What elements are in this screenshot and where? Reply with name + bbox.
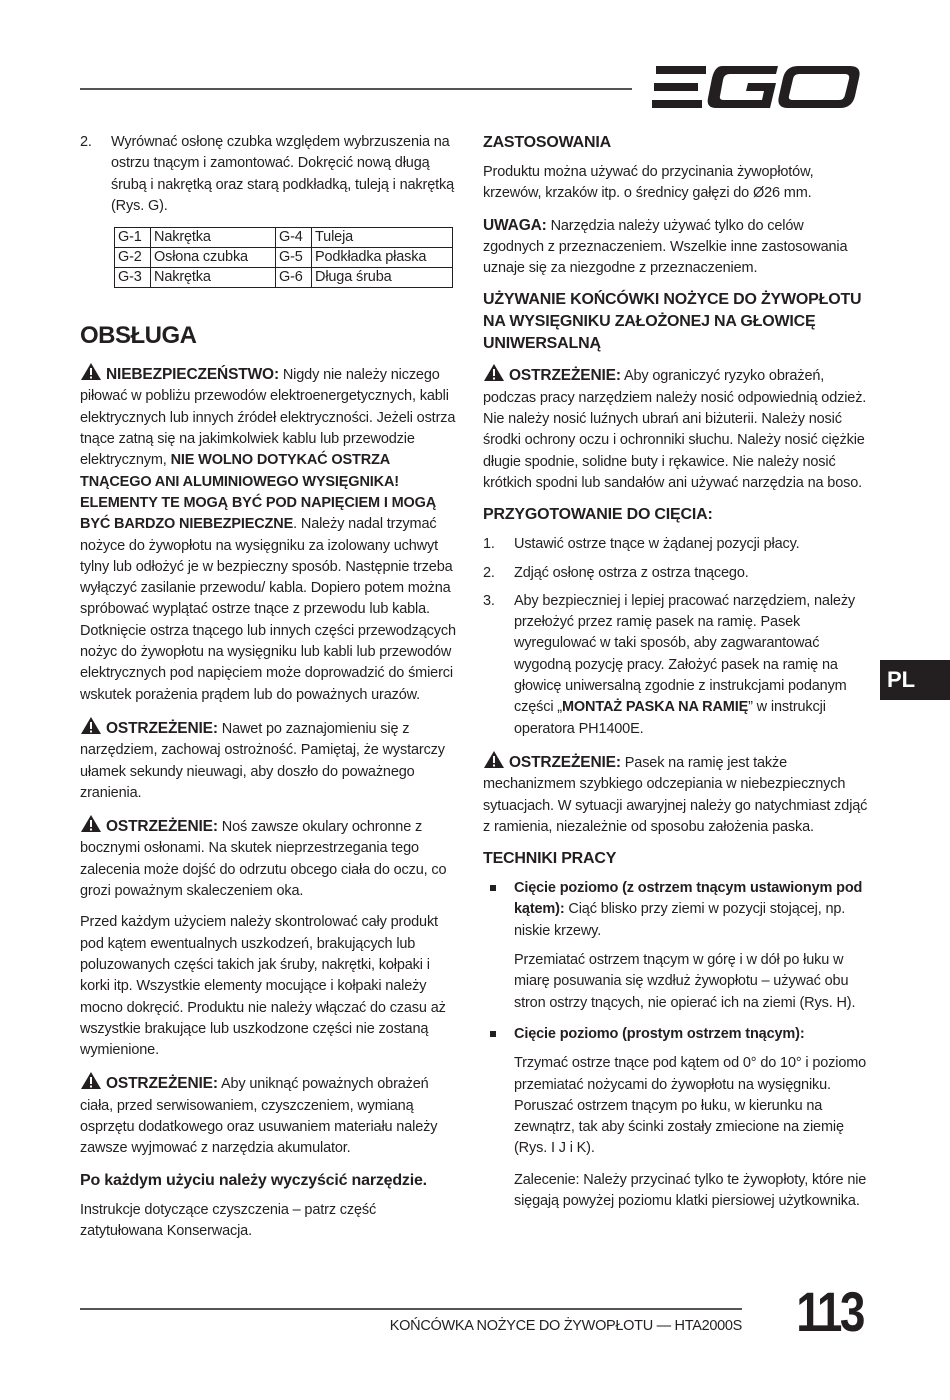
applications-paragraph: Produktu można używać do przycinania żywopłotów, krzewów, krzaków itp. o średnicy gałęzi do Ø26 mm. [483, 164, 814, 202]
warning-triangle-icon [80, 1071, 102, 1090]
technique-2-recommendation: Zalecenie: Należy przycinać tylko te żywopłoty, które nie sięgają powyżej poziomu klatki piersiowej użytkownika. [514, 1171, 867, 1209]
cleaning-heading: Po każdym użyciu należy wyczyścić narzędzie. [80, 1171, 427, 1189]
preparation-heading: PRZYGOTOWANIE DO CIĘCIA: [483, 506, 713, 524]
danger-paragraph: NIEBEZPIECZEŃSTWO: Nigdy nie należy niczego piłować w pobliżu przewodów elektroenergetycznych, kabli elektrycznych lub innych źródeł elektryczności. Jeżeli ostrza tnące zatną się na jakimkolwiek kablu lub przewodzie elektrycznym, NIE WOLNO DOTYKAĆ OSTRZA TNĄCEGO ANI ALUMINIOWEGO WYSIĘGNIKA! ELEMENTY TE MOGĄ BYĆ POD NAPIĘCIEM I MOGĄ BYĆ BARDZO NIEBEZPIECZNE. Należy nadal trzymać nożyce do żywopłotu na wysięgniku za izolowany uchwyt tylny lub odłożyć je w bezpieczny sposób. Następnie trzeba wyłączyć zasilanie przewodu/ kabla. Dopiero potem można spróbować wyplątać ostrze tnące z przewodu lub kabla. Dotknięcie ostrza tnącego lub innych części przewodzących nożyc do żywopłotu na wysięgniku lub kabli lub przewodów elektrycznych pod napięciem może doprowadzić do śmierci wskutek porażenia prądem lub do poważnych urazów. [80, 362, 458, 706]
install-steps [80, 132, 458, 217]
header-rule [80, 88, 632, 90]
warning-triangle-icon [483, 750, 505, 769]
table-row: G-3 Nakrętka G-6 Długa śruba [115, 268, 453, 288]
table-row: G-2 Osłona czubka G-5 Podkładka płaska [115, 248, 453, 268]
footer-title: KOŃCÓWKA NOŻYCE DO ŻYWOPŁOTU — HTA2000S [389, 1318, 742, 1334]
list-item: Cięcie poziomo (prostym ostrzem tnącym): [483, 1024, 868, 1045]
list-item: 2. Zdjąć osłonę ostrza z ostrza tnącego. [483, 564, 749, 581]
usage-heading: UŻYWANIE KOŃCÓWKI NOŻYCE DO ŻYWOPŁOTU NA WYSIĘGNIKU ZAŁOŻONEJ NA GŁOWICĘ UNIWERSALNĄ [483, 291, 862, 353]
preparation-steps [483, 534, 868, 740]
bullet-square-icon [490, 1031, 496, 1037]
note-paragraph: UWAGA: Narzędzia należy używać tylko do celów zgodnych z przeznaczeniem. Wszelkie inne zastosowania uznaje się za niezgodne z przeznaczeniem. [483, 216, 848, 277]
techniques-list [483, 878, 868, 942]
list-item: 3. Aby bezpieczniej i lepiej pracować narzędziem, należy przełożyć przez ramię pasek na ramię. Pasek wyregulować w taki sposób, aby zagwarantować wygodną pozycję pracy. Założyć pasek na ramię na głowicę uniwersalną zgodnie z instrukcjami podanym części „MONTAŻ PASKA NA RAMIĘ” w instrukcji operatora PH1400E. [483, 592, 856, 737]
warning-paragraph-4: OSTRZEŻENIE: Aby ograniczyć ryzyko obrażeń, podczas pracy narzędziem należy nosić odpowiednią odzież. Nie należy nosić luźnych ubrań ani biżuterii. Należy nosić środki ochrony oczu i ochronniki słuchu. Należy nosić ciężkie długie spodnie, solidne buty i rękawice. Nie należy nosić krótkich spodni lub sandałów ani używać narzędzia na boso. [483, 363, 868, 494]
page-number: 113 [796, 1280, 863, 1343]
warning-paragraph-2: OSTRZEŻENIE: Noś zawsze okulary ochronne z bocznymi osłonami. Na skutek nieprzestrzegania tego zalecenia może dojść do odrzutu obcego ciała do oczu, co grozi poważnym skaleczeniem oka. [80, 814, 458, 902]
warning-triangle-icon [80, 362, 102, 381]
technique-2-detail: Trzymać ostrze tnące pod kątem od 0° do 10° i poziomo przemiatać nożycami do żywopłotu na wysięgniku. Poruszać ostrzem tnącym po łuku, w kierunku na zewnątrz, tak aby ścinki zostały zmiecione na ziemię (Rys. I J i K). [514, 1055, 867, 1157]
footer-rule [80, 1308, 742, 1310]
applications-heading: ZASTOSOWANIA [483, 134, 611, 151]
inspection-paragraph: Przed każdym użyciem należy skontrolować cały produkt pod kątem ewentualnych uszkodzeń, brakujących lub poluzowanych części takich jak śruby, nakrętki, kołpaki i korki itp. Wszystkie elementy mocujące i kołpaki należy mocno dokręcić. Produktu nie należy włączać do czasu aż wszystkie brakujące lub uszkodzone części nie zostaną wymienione. [80, 914, 446, 1059]
right-column [483, 132, 868, 1222]
warning-triangle-icon [483, 363, 505, 382]
ego-logo [650, 62, 862, 114]
left-column [80, 132, 458, 1252]
warning-paragraph-3: OSTRZEŻENIE: Aby uniknąć poważnych obrażeń ciała, przed serwisowaniem, czyszczeniem, wymianą osprzętu dodatkowego oraz usuwaniem materiału należy zawsze wyjmować z narzędzia akumulator. [80, 1071, 458, 1159]
parts-table [114, 227, 453, 288]
install-step-2: 2. Wyrównać osłonę czubka względem wybrzuszenia na ostrzu tnącym i zamontować. Dokręcić nową długą śrubą i nakrętką oraz starą podkładką, tuleją i nakrętką (Rys. G). [80, 134, 455, 214]
list-item: 1. Ustawić ostrze tnące w żądanej pozycji płacy. [483, 536, 800, 553]
section-heading-obsluga: OBSŁUGA [80, 322, 197, 350]
list-item: Cięcie poziomo (z ostrzem tnącym ustawionym pod kątem): Ciąć blisko przy ziemi w pozycji stojącej, np. niskie krzewy. [483, 878, 868, 942]
table-row: G-1 Nakrętka G-4 Tuleja [115, 228, 453, 248]
techniques-heading: TECHNIKI PRACY [483, 850, 617, 868]
cleaning-paragraph: Instrukcje dotyczące czyszczenia – patrz część zatytułowana Konserwacja. [80, 1201, 377, 1239]
warning-triangle-icon [80, 716, 102, 735]
techniques-list-2 [483, 1024, 868, 1045]
technique-1-detail: Przemiatać ostrzem tnącym w górę i w dół po łuku w miarę posuwania się wzdłuż żywopłotu – używać obu stron ostrzy tnących, nie opierać ich na ziemi (Rys. H). [514, 952, 856, 1011]
bullet-square-icon [490, 885, 496, 891]
warning-paragraph-5: OSTRZEŻENIE: Pasek na ramię jest także mechanizmem szybkiego odczepiania w niebezpiecznych sytuacjach. W sytuacji awaryjnej należy go natychmiast zdjąć z ramienia, niezależnie od sposobu założenia paska. [483, 750, 868, 838]
language-tab: PL [880, 660, 950, 700]
warning-triangle-icon [80, 814, 102, 833]
warning-paragraph-1: OSTRZEŻENIE: Nawet po zaznajomieniu się z narzędziem, zachowaj ostrożność. Pamiętaj, że wystarczy ułamek sekundy nieuwagi, aby doszło do poważnego zranienia. [80, 716, 458, 804]
